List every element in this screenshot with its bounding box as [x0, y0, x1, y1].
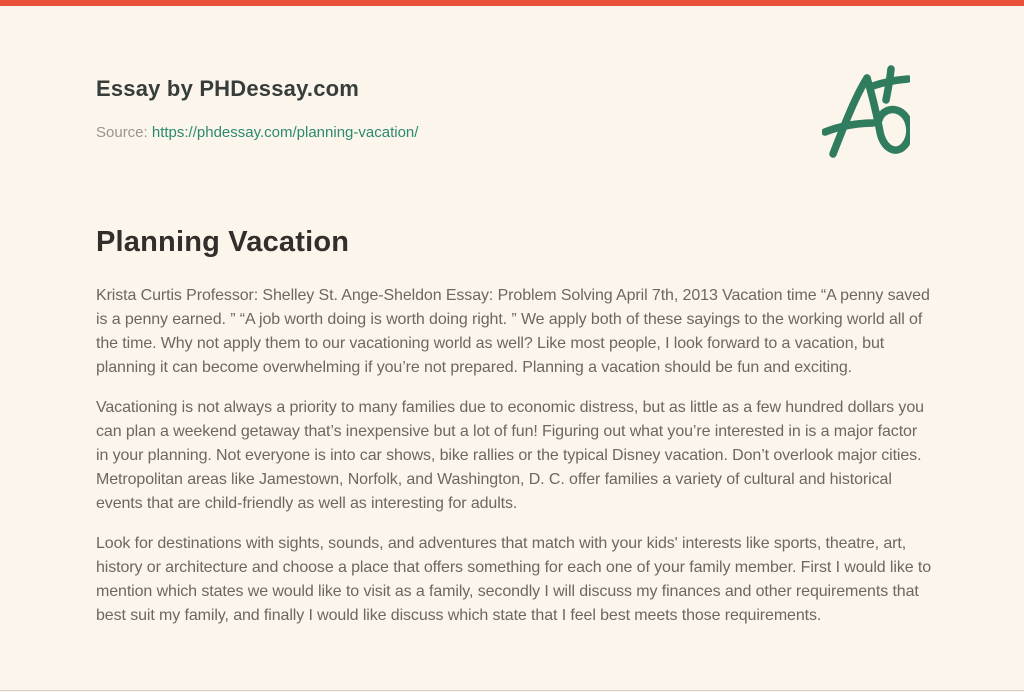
essay-paragraph: Vacationing is not always a priority to many families due to economic distress, but as little as a few hundred dollars you can plan a weekend getaway that’s inexpensive but a lot of fun! Figuring out what you’re interested in is a major factor in your planning. Not everyone is into car shows, bike rallies or the typical Disney vacation. Don’t overlook major cities. Metropolitan areas like Jamestown, Norfolk, and Washington, D. C. offer families a variety of cultural and historical events that are child-friendly as well as interesting for adults.	[96, 399, 924, 512]
source-link[interactable]: https://phdessay.com/planning-vacation/	[151, 124, 419, 141]
essay-title: Planning Vacation	[96, 226, 350, 258]
phdessay-logo	[822, 62, 910, 162]
essay-paragraph: Krista Curtis Professor: Shelley St. Ange-Sheldon Essay: Problem Solving April 7th, 2013 Vacation time “A penny saved is a penny earned. ” “A job worth doing is worth doing right. ” We apply both of these sayings to the working world all of the time. Why not apply them to our vacationing world as well? Like most people, I look forward to a vacation, but planning it can become overwhelming if you’re not prepared. Planning a vacation should be fun and exciting.	[96, 287, 930, 376]
source-label: Source:	[96, 124, 148, 141]
essay-paragraph: Look for destinations with sights, sounds, and adventures that match with your kids' interests like sports, theatre, art, history or architecture and choose a place that offers something for each one of your family member. First I would like to mention which states we would like to visit as a family, secondly I will discuss my finances and other requirements that best suit my family, and finally I would like discuss which state that I feel best meets those requirements.	[96, 535, 932, 624]
essay-body	[96, 284, 932, 644]
bottom-divider	[0, 690, 1024, 691]
a-plus-logo-icon	[822, 149, 910, 166]
doc-header-title: Essay by PHDessay.com	[96, 76, 360, 101]
top-accent-bar	[0, 0, 1024, 6]
source-line	[96, 124, 418, 141]
